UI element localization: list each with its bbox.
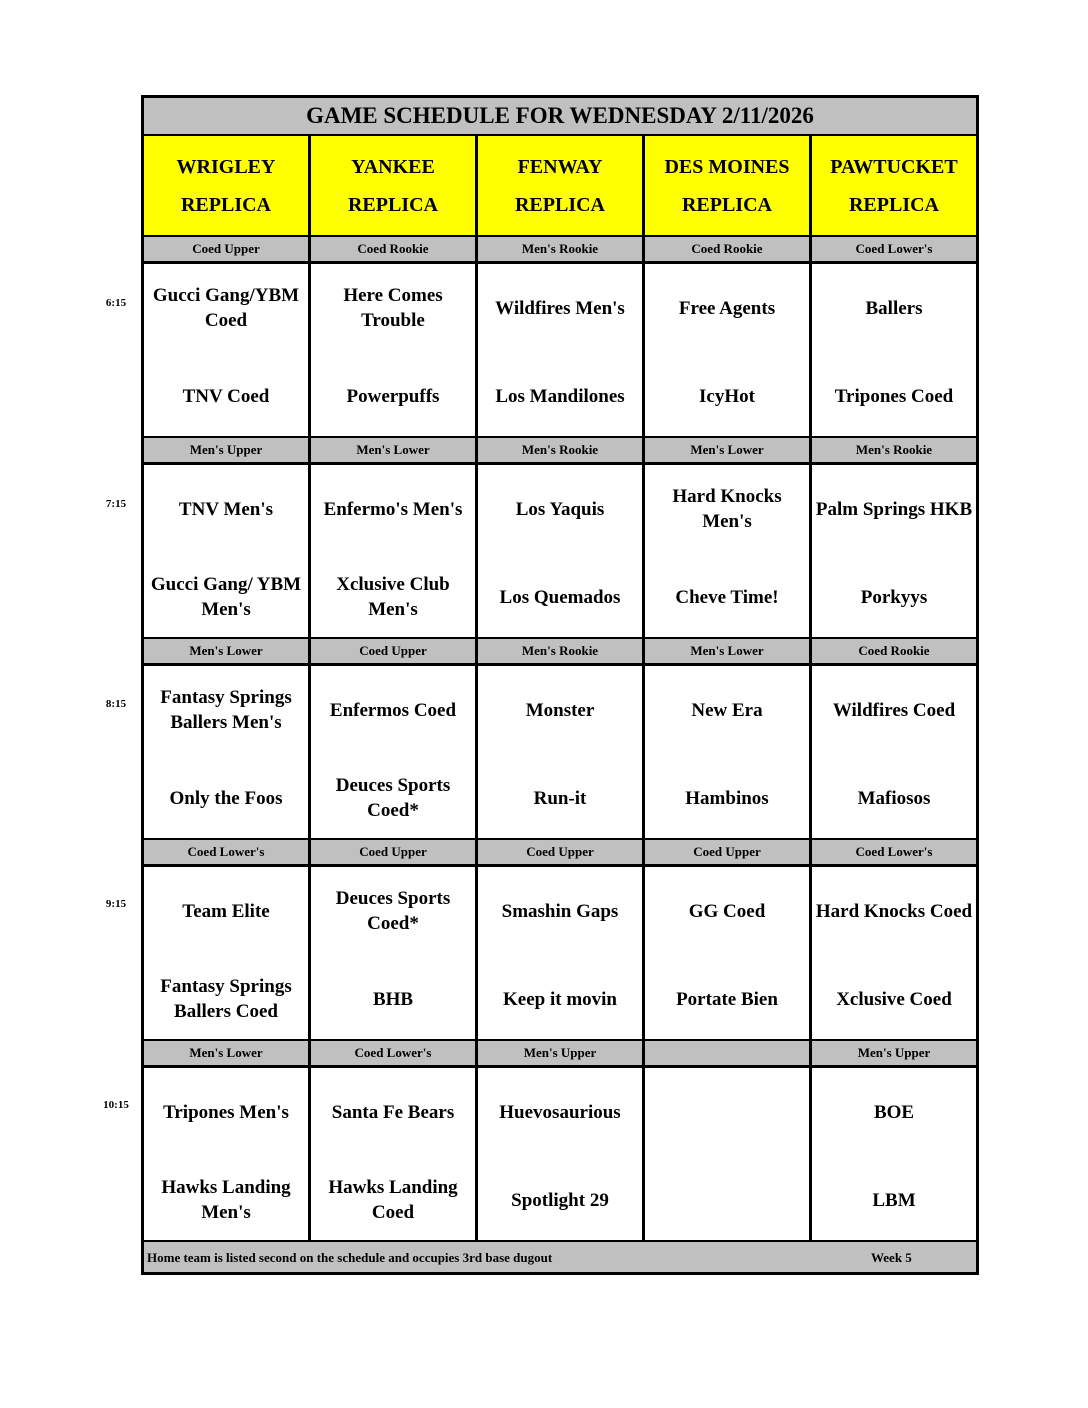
division-label: Men's Lower (645, 639, 812, 663)
home-team: Tripones Coed (834, 385, 954, 407)
time-label: 8:15 (105, 698, 127, 710)
division-label: Men's Lower (144, 639, 311, 663)
game-cell (311, 867, 478, 1039)
field-sub: REPLICA (848, 193, 939, 216)
game-cell (144, 666, 311, 838)
game-cell (645, 465, 812, 637)
game-cell (645, 264, 812, 436)
division-row (144, 840, 976, 867)
home-team: Xclusive Club Men's (336, 574, 450, 620)
division-label: Men's Lower (311, 438, 478, 462)
home-team: Mafiosos (857, 787, 931, 809)
away-team: Free Agents (678, 297, 776, 319)
division-label: Men's Upper (812, 1041, 976, 1065)
home-team: Cheve Time! (675, 586, 779, 608)
time-label: 10:15 (103, 1099, 129, 1111)
division-label: Coed Lower's (144, 840, 311, 864)
field-header-row (144, 136, 976, 237)
away-team: Deuces Sports Coed* (335, 888, 451, 934)
game-cell (812, 1068, 976, 1240)
time-label: 6:15 (105, 297, 127, 309)
division-label: Coed Lower's (812, 237, 976, 261)
home-team: Fantasy Springs Ballers Coed (160, 976, 292, 1022)
game-cell (478, 666, 645, 838)
home-team: Run-it (533, 787, 587, 809)
field-name: PAWTUCKET (830, 155, 958, 178)
home-team: TNV Coed (182, 385, 270, 407)
game-cell (812, 867, 976, 1039)
game-cell (311, 1068, 478, 1240)
division-label: Men's Lower (144, 1041, 311, 1065)
division-label (645, 1041, 812, 1065)
game-cell (645, 666, 812, 838)
home-team: Xclusive Coed (836, 988, 952, 1010)
game-row (144, 867, 976, 1041)
game-cell (478, 867, 645, 1039)
division-label: Men's Lower (645, 438, 812, 462)
home-team: Only the Foos (169, 787, 283, 809)
game-cell (645, 867, 812, 1039)
away-team: Team Elite (182, 900, 270, 922)
division-label: Coed Lower's (812, 840, 976, 864)
division-label: Coed Upper (311, 840, 478, 864)
away-team: Fantasy Springs Ballers Men's (160, 687, 292, 733)
field-name: YANKEE (351, 155, 435, 178)
field-header (812, 136, 976, 235)
away-team: BOE (873, 1101, 915, 1123)
game-cell (478, 264, 645, 436)
home-team: Porkyys (860, 586, 928, 608)
away-team: Hard Knocks Men's (672, 486, 782, 532)
game-row (144, 666, 976, 840)
away-team: Tripones Men's (163, 1101, 289, 1123)
time-label: 7:15 (105, 498, 127, 510)
home-team: Gucci Gang/ YBM Men's (150, 574, 302, 620)
division-label: Coed Upper (645, 840, 812, 864)
division-label: Men's Rookie (812, 438, 976, 462)
home-team: Powerpuffs (346, 385, 440, 407)
division-label: Coed Rookie (812, 639, 976, 663)
game-cell (144, 867, 311, 1039)
game-cell (812, 465, 976, 637)
division-row (144, 237, 976, 264)
away-team: Wildfires Coed (832, 699, 956, 721)
game-cell (812, 264, 976, 436)
division-label: Coed Lower's (311, 1041, 478, 1065)
away-team: Ballers (865, 297, 923, 319)
field-header (311, 136, 478, 235)
division-row (144, 639, 976, 666)
game-cell (311, 264, 478, 436)
home-team (647, 1174, 807, 1226)
away-team: Hard Knocks Coed (815, 900, 973, 922)
field-sub: REPLICA (514, 193, 605, 216)
home-team: LBM (872, 1189, 916, 1211)
home-team: Hambinos (685, 787, 769, 809)
home-team: Deuces Sports Coed* (335, 775, 451, 821)
game-cell (311, 465, 478, 637)
game-row (144, 1068, 976, 1242)
footer-note: Home team is listed second on the schedule and occupies 3rd base dugout (147, 1250, 553, 1265)
field-sub: REPLICA (180, 193, 271, 216)
away-team: Enfermo's Men's (323, 498, 463, 520)
game-cell (812, 666, 976, 838)
away-team: Monster (525, 699, 595, 721)
home-team: BHB (372, 988, 414, 1010)
division-label: Coed Rookie (645, 237, 812, 261)
division-label: Men's Rookie (478, 438, 645, 462)
away-team: Gucci Gang/YBM Coed (152, 285, 300, 331)
division-label: Coed Upper (478, 840, 645, 864)
away-team: Palm Springs HKB (815, 498, 973, 520)
game-row (144, 264, 976, 438)
field-name: DES MOINES (664, 155, 790, 178)
away-team: TNV Men's (178, 498, 274, 520)
away-team: Enfermos Coed (329, 699, 457, 721)
game-cell (478, 1068, 645, 1240)
game-cell (645, 1068, 812, 1240)
field-header (478, 136, 645, 235)
division-label: Men's Upper (478, 1041, 645, 1065)
home-team: Portate Bien (676, 988, 778, 1010)
division-label: Coed Rookie (311, 237, 478, 261)
game-cell (144, 264, 311, 436)
field-header (144, 136, 311, 235)
field-sub: REPLICA (347, 193, 438, 216)
field-name: FENWAY (517, 155, 603, 178)
division-label: Men's Rookie (478, 237, 645, 261)
game-cell (144, 465, 311, 637)
away-team (647, 1086, 807, 1138)
week-label: Week 5 (871, 1250, 912, 1265)
schedule-table (141, 95, 979, 1275)
home-team: Hawks Landing Coed (328, 1177, 458, 1223)
division-row (144, 1041, 976, 1068)
away-team: Wildfires Men's (495, 297, 625, 319)
home-team: Spotlight 29 (511, 1189, 609, 1211)
division-row (144, 438, 976, 465)
away-team: Huevosaurious (499, 1101, 621, 1123)
home-team: Los Quemados (499, 586, 621, 608)
division-label: Men's Rookie (478, 639, 645, 663)
away-team: New Era (691, 699, 763, 721)
time-label: 9:15 (105, 898, 127, 910)
division-label: Coed Upper (311, 639, 478, 663)
game-cell (144, 1068, 311, 1240)
field-sub: REPLICA (681, 193, 772, 216)
division-label: Coed Upper (144, 237, 311, 261)
home-team: Hawks Landing Men's (161, 1177, 291, 1223)
game-cell (478, 465, 645, 637)
away-team: Los Yaquis (515, 498, 605, 520)
footer-bar (144, 1242, 976, 1272)
home-team: Keep it movin (503, 988, 617, 1010)
home-team: IcyHot (699, 385, 755, 407)
away-team: GG Coed (688, 900, 766, 922)
division-label: Men's Upper (144, 438, 311, 462)
home-team: Los Mandilones (495, 385, 625, 407)
game-row (144, 465, 976, 639)
away-team: Here Comes Trouble (343, 285, 443, 331)
game-cell (311, 666, 478, 838)
away-team: Santa Fe Bears (331, 1101, 455, 1123)
away-team: Smashin Gaps (501, 900, 619, 922)
field-name: WRIGLEY (176, 155, 276, 178)
field-header (645, 136, 812, 235)
schedule-title: GAME SCHEDULE FOR WEDNESDAY 2/11/2026 (144, 98, 976, 136)
